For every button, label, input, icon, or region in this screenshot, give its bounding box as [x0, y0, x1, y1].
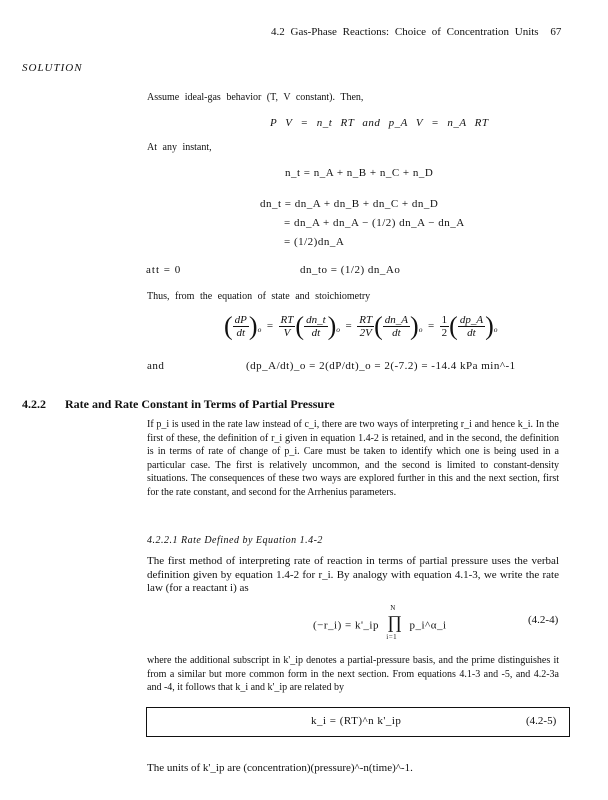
frac-dp-den: dt — [236, 327, 246, 339]
sub-o-3: o — [418, 325, 423, 335]
equation-box — [146, 707, 570, 737]
equation-dn-line2: = dn_A + dn_A − (1/2) dn_A − dn_A — [284, 217, 465, 229]
equation-number-4-2-5: (4.2-5) — [526, 715, 557, 727]
equation-state: P V = n_t RT and p_A V = n_A RT — [270, 117, 489, 129]
section-number: 4.2.2 — [22, 397, 46, 411]
equation-derivatives: ( $\frac{dP}{dt}$ )$_o$ = $\frac{RT}{V}$ ( $\frac{dn\_t}{dt}$ )$_o$ = $\frac{RT}{2V}$ ( $\frac{dn\_A}{dt}$ )$_o$ = $\frac{1}{2}$ ( $\frac{dp\_A}{dt}$ )$_o$ — [224, 311, 498, 341]
equation-result: (dp_A/dt)_o = 2(dP/dt)_o = 2(-7.2) = -14.4 kPa min^-1 — [246, 360, 516, 372]
equation-total-moles: n_t = n_A + n_B + n_C + n_D — [285, 167, 434, 179]
frac-dp-num: dP — [234, 314, 247, 326]
solution-label: SOLUTION — [22, 62, 83, 74]
equation-dn-line1: dn_t = dn_A + dn_B + dn_C + dn_D — [260, 198, 439, 210]
frac-dna-num: dn_A — [384, 314, 409, 326]
frac-dpa-num: dp_A — [459, 314, 484, 326]
and-label: and — [147, 360, 165, 372]
frac-dna-den: dt — [392, 327, 401, 339]
frac-v-den: V — [283, 327, 291, 339]
frac-rt-num: RT — [280, 314, 294, 326]
product-symbol — [385, 604, 403, 641]
sub-o-2: o — [336, 325, 341, 335]
assume-text: Assume ideal-gas behavior (T, V constant). Then, — [147, 92, 364, 103]
equation-rate-law — [313, 604, 447, 641]
paragraph-units: The units of k'_ip are (concentration)(pressure)^-n(time)^-1. — [147, 762, 413, 774]
product-pi-icon: ∏ — [387, 612, 403, 632]
header-text: 4.2 Gas-Phase Reactions: Choice of Concentration Units — [271, 26, 539, 38]
equation-initial: dn_to = (1/2) dn_Ao — [300, 264, 401, 276]
paragraph-method: The first method of interpreting rate of reaction in terms of partial pressure uses the verbal definition given by equation 1.4-2 for r_i. By analogy with equation 4.1-3, we write the rate law (for a reactant i) as — [147, 555, 559, 594]
paragraph-relation: where the additional subscript in k'_ip denotes a partial-pressure basis, and the prime distinguishes it from a similar but more common form in the next section. From equations 4.1-3 and -5, and 4.2-3a and -4, it follows that k_i and k'_ip are related by — [147, 655, 559, 693]
product-bottom: i=1 — [386, 633, 398, 641]
product-top: N — [390, 604, 396, 612]
frac-two-den: 2 — [441, 327, 448, 339]
frac-dpa-den: dt — [467, 327, 476, 339]
instant-text: At any instant, — [147, 142, 212, 153]
page-number: 67 — [550, 26, 562, 38]
equation-number-4-2-4: (4.2-4) — [528, 614, 559, 626]
rate-law-lhs: (−r_i) = k'_ip — [313, 619, 379, 632]
running-header — [271, 26, 561, 38]
frac-rt2-num: RT — [359, 314, 373, 326]
boxed-equation: k_i = (RT)^n k'_ip — [311, 715, 402, 727]
thus-text: Thus, from the equation of state and stoichiometry — [147, 291, 371, 302]
frac-one-num: 1 — [441, 314, 448, 326]
frac-dnt-num: dn_t — [306, 314, 326, 326]
frac-2v-den: 2V — [359, 327, 372, 339]
rate-law-rhs: p_i^α_i — [409, 619, 447, 632]
frac-dnt-den: dt — [311, 327, 321, 339]
subsection-title: 4.2.2.1 Rate Defined by Equation 1.4-2 — [147, 535, 323, 546]
paragraph-intro: If p_i is used in the rate law instead of c_i, there are two ways of interpreting r_i and hence k_i. In the first of these, the definition of r_i given in equation 1.4-2 is retained, and in the second, the definition is in terms of rate of change of p_i. Care must be taken to identify which one is being used in a particular case. The first is relatively uncommon, and the second is limited to constant-density situations. The consequences of these two ways are explored further in this and the next section, first for the rate constant, and second for the Arrhenius parameters. — [147, 419, 559, 498]
equation-dn-line3: = (1/2)dn_A — [284, 236, 345, 248]
sub-o-1: o — [257, 325, 262, 335]
att-label: att = 0 — [146, 264, 182, 276]
section-title: Rate and Rate Constant in Terms of Partial Pressure — [65, 397, 335, 411]
sub-o-4: o — [493, 325, 498, 335]
